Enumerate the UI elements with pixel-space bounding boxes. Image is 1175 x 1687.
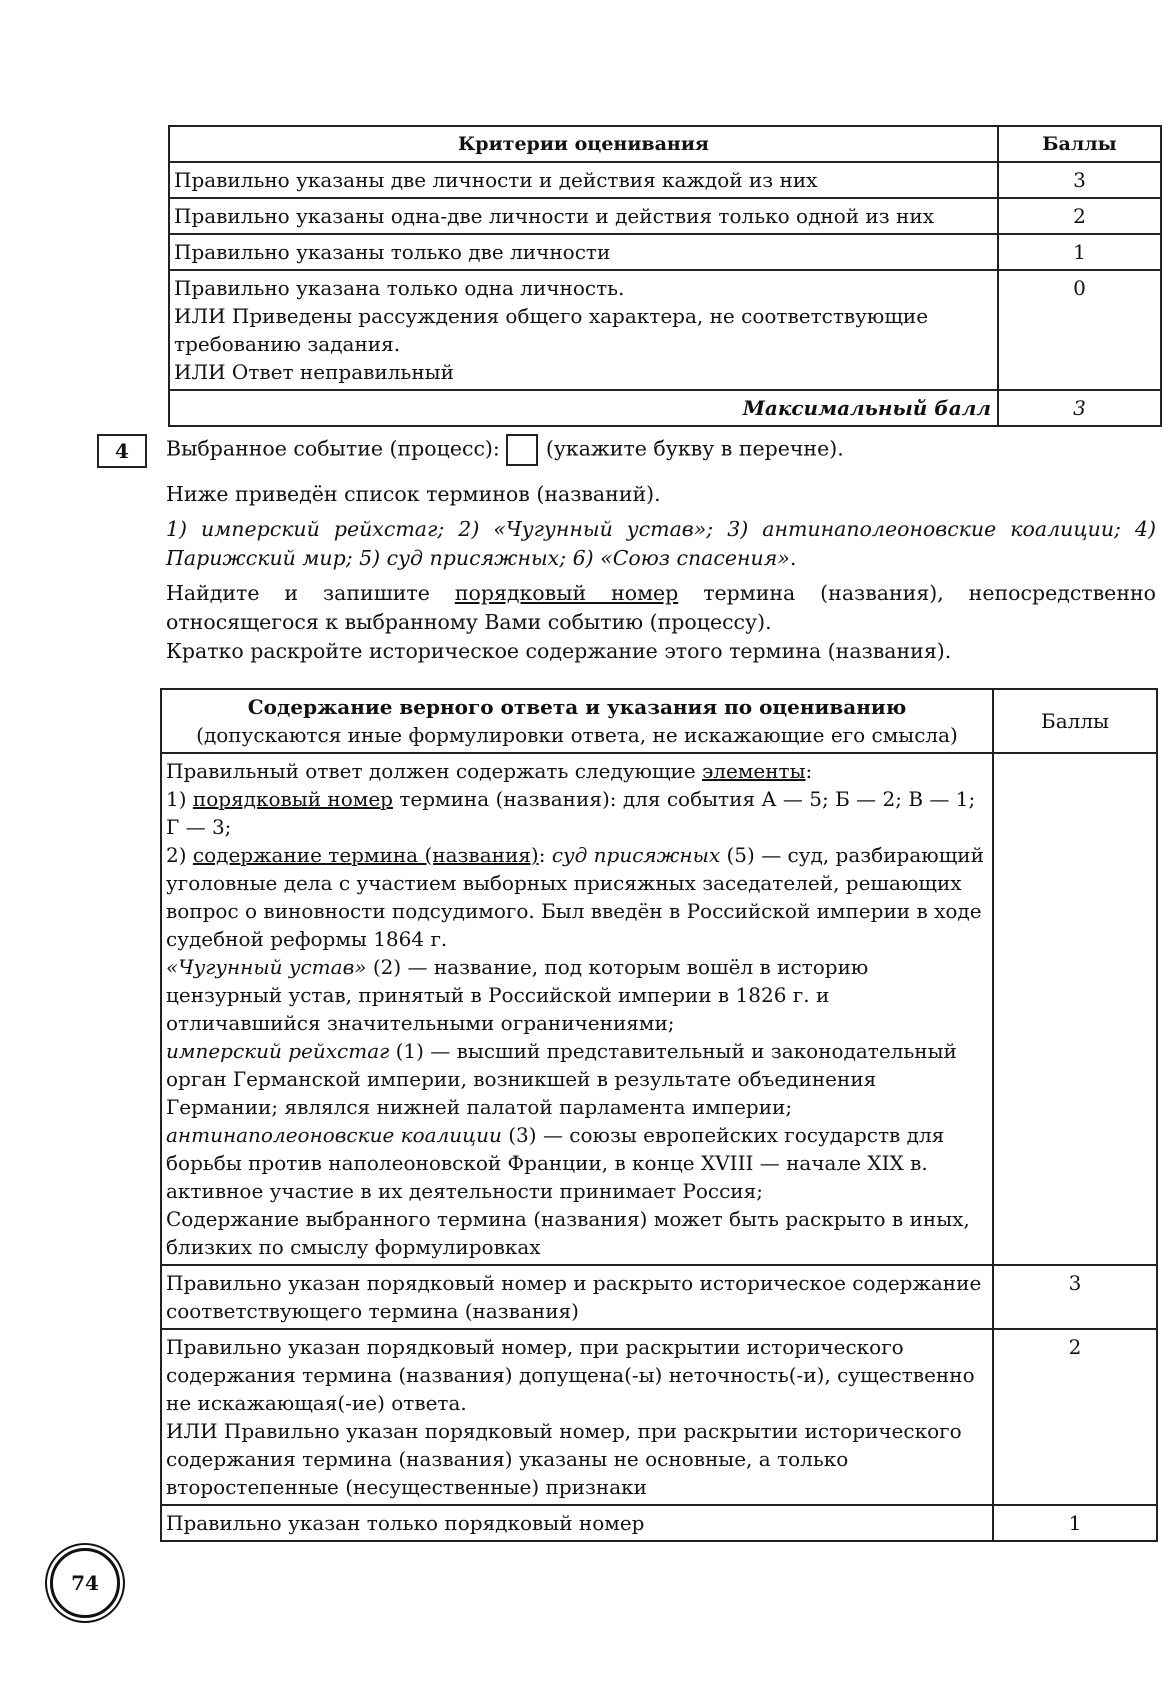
ordinal-number-underlined: порядковый номер: [454, 581, 679, 605]
criteria-header-row: [169, 126, 1161, 162]
task-body: [166, 434, 1156, 666]
task-instruction: Найдите и запишите порядковый номер термина (названия), непосредственно относящегося к выбранному Вами событию (процессу).: [166, 581, 1156, 634]
selected-event-line: [166, 434, 1156, 466]
terms-list: 1) имперский рейхстаг; 2) «Чугунный устав»; 3) антинаполеоновские коалиции; 4) Парижский мир; 5) суд присяжных; 6) «Союз спасения».: [166, 517, 1156, 570]
criteria-points: 2: [998, 198, 1161, 234]
term-entry: [166, 953, 988, 1037]
answer-element-2: 2) содержание термина (названия): суд присяжных (5) — суд, разбирающий уголовные дела с участием выборных присяжных заседателей, решающих вопрос о виновности подсудимого. Был введён в Российской империи в ходе судебной реформы 1864 г.: [166, 843, 984, 951]
criteria-text-zero: [169, 270, 998, 390]
term-name: антинаполеоновские коалиции: [166, 1123, 502, 1147]
term-name: «Чугунный устав»: [166, 955, 367, 979]
score-row: [161, 1505, 1157, 1541]
criteria-zero-line3: ИЛИ Ответ неправильный: [174, 360, 454, 384]
max-score-value: 3: [998, 390, 1161, 426]
criteria-zero-line2: ИЛИ Приведены рассуждения общего характера, не соответствующие требованию задания.: [174, 304, 929, 356]
criteria-text: Правильно указаны одна-две личности и действия только одной из них: [169, 198, 998, 234]
term-definition: (2) — название, под которым вошёл в историю цензурный устав, принятый в Российской империи в 1826 г. и отличавшийся значительными ограничениями;: [166, 955, 869, 1035]
max-score-row: [169, 390, 1161, 426]
score-row: [161, 1265, 1157, 1329]
score-points: 1: [993, 1505, 1157, 1541]
criteria-points: 1: [998, 234, 1161, 270]
term-entry: [166, 1121, 988, 1205]
answer-header-title: Содержание верного ответа и указания по оцениванию: [247, 695, 907, 719]
answer-element-1: 1) порядковый номер термина (названия): для события А — 5; Б — 2; В — 1; Г — 3;: [166, 787, 976, 839]
answer-letter-box[interactable]: [506, 434, 538, 466]
criteria-header: Критерии оценивания: [169, 126, 998, 162]
criteria-row: [169, 198, 1161, 234]
answer-header-sub: (допускаются иные формулировки ответа, не искажающие его смысла): [196, 723, 958, 747]
selected-event-label: Выбранное событие (процесс):: [166, 436, 500, 461]
answer-table: [160, 688, 1158, 1542]
criteria-table: [168, 125, 1162, 427]
answer-header: [161, 689, 993, 753]
answer-points-header: Баллы: [993, 689, 1157, 753]
answer-content: [161, 753, 993, 1265]
score-text: Правильно указан порядковый номер и раскрыто историческое содержание соответствующего термина (названия): [161, 1265, 993, 1329]
score-row: [161, 1329, 1157, 1505]
criteria-text: Правильно указаны только две личности: [169, 234, 998, 270]
term-name: имперский рейхстаг: [166, 1039, 390, 1063]
score-text: Правильно указан порядковый номер, при раскрытии исторического содержания термина (названия) допущена(-ы) неточность(-и), существенно не искажающая(-ие) ответа. ИЛИ Правильно указан порядковый номер, при раскрытии исторического содержания термина (названия) указаны не основные, а только второстепенные (несущественные) признаки: [161, 1329, 993, 1505]
score-points: 2: [993, 1329, 1157, 1505]
criteria-points: 3: [998, 162, 1161, 198]
criteria-row-zero: [169, 270, 1161, 390]
answer-note: Содержание выбранного термина (названия) может быть раскрыто в иных, близких по смыслу формулировках: [166, 1207, 970, 1259]
answer-content-points: [993, 753, 1157, 1265]
task-number-badge: 4: [97, 434, 147, 468]
points-header: Баллы: [998, 126, 1161, 162]
term-definition: (5) — суд, разбирающий уголовные дела с участием выборных присяжных заседателей, решающих вопрос о виновности подсудимого. Был введён в Российской империи в ходе судебной реформы 1864 г.: [166, 843, 984, 951]
score-points: 3: [993, 1265, 1157, 1329]
term-definition: (3) — союзы европейских государств для борьбы против наполеоновской Франции, в конце XVIII — начале XIX в. активное участие в их деятельности принимает Россия;: [166, 1123, 945, 1203]
answer-intro: Правильный ответ должен содержать следующие элементы:: [166, 759, 813, 783]
criteria-row: [169, 234, 1161, 270]
criteria-zero-line1: Правильно указана только одна личность.: [174, 276, 625, 300]
max-score-label: Максимальный балл: [169, 390, 998, 426]
criteria-text: Правильно указаны две личности и действия каждой из них: [169, 162, 998, 198]
criteria-points: 0: [998, 270, 1161, 390]
criteria-row: [169, 162, 1161, 198]
score-text: Правильно указан только порядковый номер: [161, 1505, 993, 1541]
term-name: суд присяжных: [551, 843, 721, 867]
answer-content-row: [161, 753, 1157, 1265]
task-instruction-2: Кратко раскройте историческое содержание этого термина (названия).: [166, 639, 952, 663]
selected-event-hint: (укажите букву в перечне).: [545, 436, 844, 461]
page-number: 74: [50, 1548, 120, 1618]
answer-header-row: [161, 689, 1157, 753]
list-intro: Ниже приведён список терминов (названий).: [166, 482, 661, 506]
term-definition: (1) — высший представительный и законодательный орган Германской империи, возникшей в результате объединения Германии; являлся нижней палатой парламента империи;: [166, 1039, 957, 1119]
term-entry: [166, 1037, 988, 1121]
